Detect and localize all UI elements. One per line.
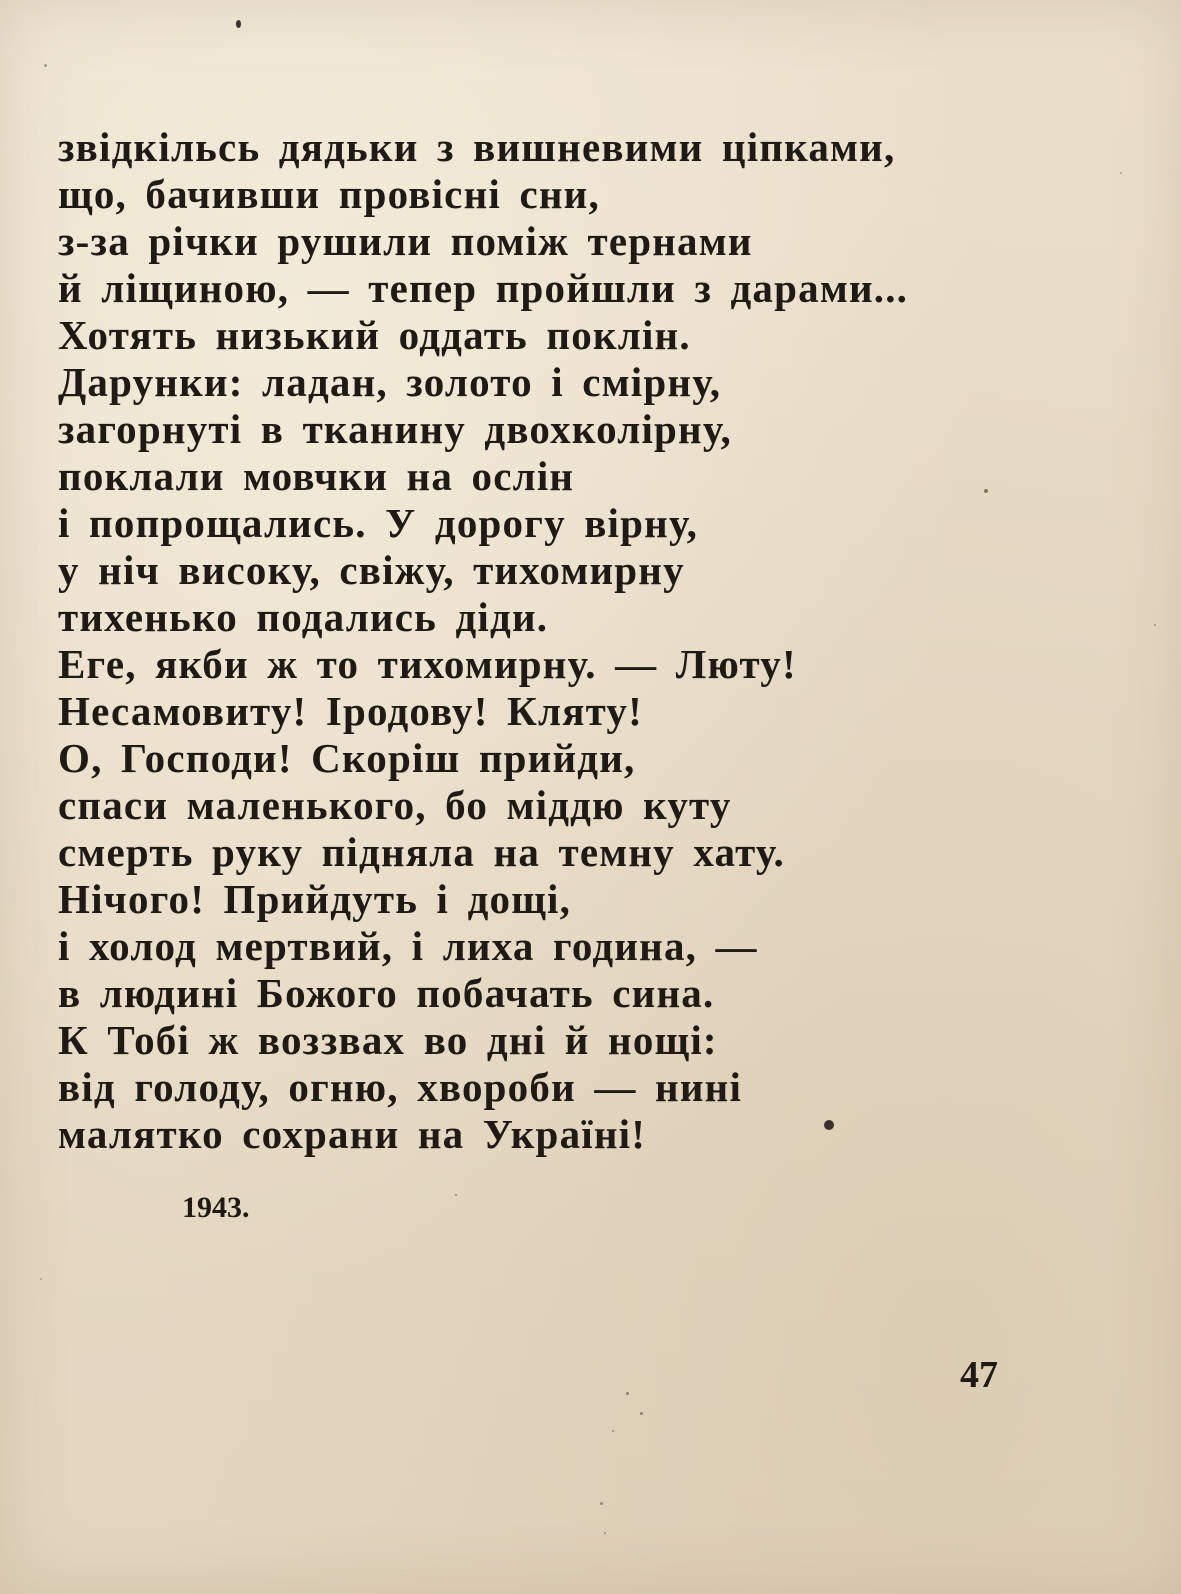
page-number: 47 bbox=[960, 1354, 998, 1396]
poem-date: 1943. bbox=[182, 1191, 250, 1224]
poem-line: і попрощались. У дорогу вірну, bbox=[58, 500, 699, 546]
poem-line: смерть руку підняла на темну хату. bbox=[58, 829, 785, 875]
ink-speck bbox=[984, 489, 988, 493]
poem-line: поклали мовчки на ослін bbox=[58, 453, 575, 499]
poem-line: від голоду, огню, хвороби — нині bbox=[58, 1064, 743, 1110]
poem-line: Нічого! Прийдуть і дощі, bbox=[58, 876, 572, 922]
ink-speck bbox=[44, 64, 47, 67]
poem-line: О, Господи! Скоріш прийди, bbox=[58, 735, 636, 781]
poem-line: спаси маленького, бо міддю куту bbox=[58, 782, 732, 828]
poem-line: загорнуті в тканину двохколірну, bbox=[58, 406, 732, 452]
poem-line: у ніч високу, свіжу, тихомирну bbox=[58, 547, 685, 593]
ink-speck bbox=[824, 1120, 834, 1130]
poem-line: тихенько подались діди. bbox=[58, 594, 549, 640]
ink-speck bbox=[612, 1430, 614, 1432]
poem-line: Несамовиту! Іродову! Кляту! bbox=[58, 688, 643, 734]
poem-line: і холод мертвий, і лиха година, — bbox=[58, 923, 758, 969]
poem-text bbox=[58, 124, 1058, 1158]
poem-line: й ліщиною, — тепер пройшли з дарами... bbox=[58, 265, 909, 311]
ink-speck bbox=[236, 20, 241, 28]
ink-speck bbox=[640, 1412, 643, 1415]
poem-line: К Тобі ж воззвах во дні й нощі: bbox=[58, 1017, 718, 1063]
ink-speck bbox=[1120, 172, 1122, 174]
poem-line: звідкільсь дядьки з вишневими ціпками, bbox=[58, 124, 896, 170]
poem-line: що, бачивши провісні сни, bbox=[58, 171, 600, 217]
poem-line: Еге, якби ж то тихомирну. — Люту! bbox=[58, 641, 797, 687]
ink-speck bbox=[604, 1532, 606, 1534]
ink-speck bbox=[40, 1278, 42, 1280]
ink-speck bbox=[1154, 624, 1156, 626]
ink-speck bbox=[600, 1502, 603, 1505]
poem-line: Дарунки: ладан, золото і смірну, bbox=[58, 359, 722, 405]
ink-speck bbox=[626, 1392, 629, 1395]
poem-line: з-за річки рушили поміж тернами bbox=[58, 218, 753, 264]
poem-line: малятко сохрани на Україні! bbox=[58, 1111, 647, 1157]
poem-line: Хотять низький оддать поклін. bbox=[58, 312, 691, 358]
poem-line: в людині Божого побачать сина. bbox=[58, 970, 715, 1016]
ink-speck bbox=[455, 1194, 457, 1196]
